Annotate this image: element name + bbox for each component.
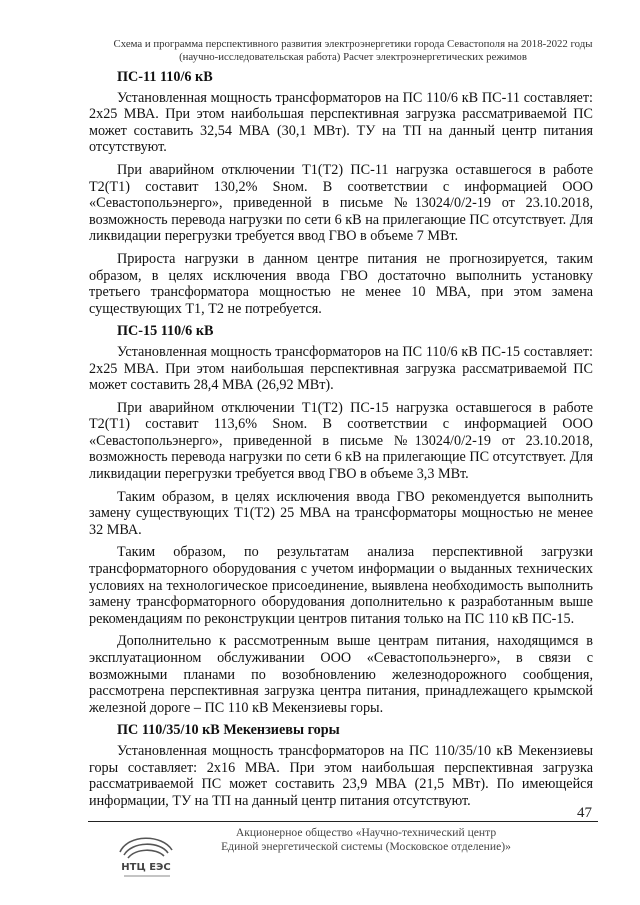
footer-line-1: Акционерное общество «Научно-технический центр [235, 826, 497, 839]
section-mekenzievy-gory [89, 722, 593, 809]
paragraph: Таким образом, по результатам анализа перспективной загрузки трансформаторного оборудования с учетом информации о выданных технических условиях на технологическое присоединение, выявлена необходимость выполнить замену трансформаторного оборудования дополнительно к разработанным выше рекомендациям по реконструкции центров питания только на ПС 110 кВ ПС-15. [89, 544, 593, 627]
section-heading: ПС-11 110/6 кВ [117, 69, 213, 85]
section-heading: ПС-15 110/6 кВ [117, 323, 214, 340]
section-ps-11 [89, 69, 593, 317]
paragraph: Установленная мощность трансформаторов на ПС 110/35/10 кВ Мекензиевы горы составляет: 2х16 МВА. При этом наибольшая перспективная загрузка рассматриваемой ПС может составить 23,9 МВА (21,5 МВт). По имеющейся информации, ТУ на ТП на данный центр питания отсутствуют. [89, 742, 593, 809]
paragraph: Таким образом, в целях исключения ввода ГВО рекомендуется выполнить замену существующих Т1(Т2) 25 МВА на трансформаторы мощностью не менее 32 МВА. [89, 488, 593, 538]
section-heading: ПС 110/35/10 кВ Мекензиевы горы [117, 722, 340, 739]
footer-divider [88, 821, 598, 822]
footer-line-2: Единой энергетической системы (Московское отделение)» [221, 840, 511, 853]
page-number: 47 [577, 805, 592, 821]
paragraph: Установленная мощность трансформаторов на ПС 110/6 кВ ПС-15 составляет: 2х25 МВА. При этом наибольшая перспективная загрузка рассматриваемой ПС может составить 28,4 МВА (26,92 МВт). [89, 343, 593, 394]
footer-organization [196, 826, 536, 854]
paragraph: Установленная мощность трансформаторов на ПС 110/6 кВ ПС-11 составляет: 2х25 МВА. При этом наибольшая перспективная загрузка рассматриваемой ПС может составить 32,54 МВА (30,1 МВт). ТУ на ТП на данный центр питания отсутствуют. [89, 89, 593, 156]
header-line-2: (научно-исследовательская работа) Расчет электроэнергетических режимов [179, 51, 527, 63]
paragraph: Прироста нагрузки в данном центре питания не прогнозируется, таким образом, в целях исключения ввода ГВО достаточно выполнить установку третьего трансформатора мощностью не менее 10 МВА, при этом замена существующих Т1, Т2 не потребуется. [89, 250, 593, 317]
company-logo [110, 828, 184, 884]
paragraph: При аварийном отключении Т1(Т2) ПС-15 нагрузка оставшегося в работе Т2(Т1) составит 113,6% Sном. В соответствии с информацией ООО «Севастопольэнерго», приведенной в письме №13024/0/2-19 от 23.10.2018, возможность перевода нагрузки по сети 6 кВ на прилегающие ПС отсутствует. Для ликвидации перегрузки требуется ввод ГВО в объеме 3,3 МВт. [89, 399, 593, 483]
paragraph: Дополнительно к рассмотренным выше центрам питания, находящимся в эксплуатационном обслуживании ООО «Севастопольэнерго», в связи с возможными планами по возобновлению железнодорожного сообщения, рассмотрена перспективная загрузка центра питания, принадлежащего крымской железной дороге – ПС 110 кВ Мекензиевы горы. [89, 633, 593, 716]
running-header [96, 38, 610, 64]
paragraph: При аварийном отключении Т1(Т2) ПС-11 нагрузка оставшегося в работе Т2(Т1) составит 130,2% Sном. В соответствии с информацией ООО «Севастопольэнерго», приведенной в письме №13024/0/2-19 от 23.10.2018, возможность перевода нагрузки по сети 6 кВ на прилегающие ПС отсутствует. Для ликвидации перегрузки требуется ввод ГВО в объеме 7 МВт. [89, 161, 593, 245]
logo-text: НТЦ ЕЭС [121, 862, 171, 873]
header-line-1: Схема и программа перспективного развития электроэнергетики города Севастополя на 2018-2022 годы [113, 38, 593, 50]
document-body [89, 69, 593, 815]
section-ps-15 [89, 323, 593, 716]
